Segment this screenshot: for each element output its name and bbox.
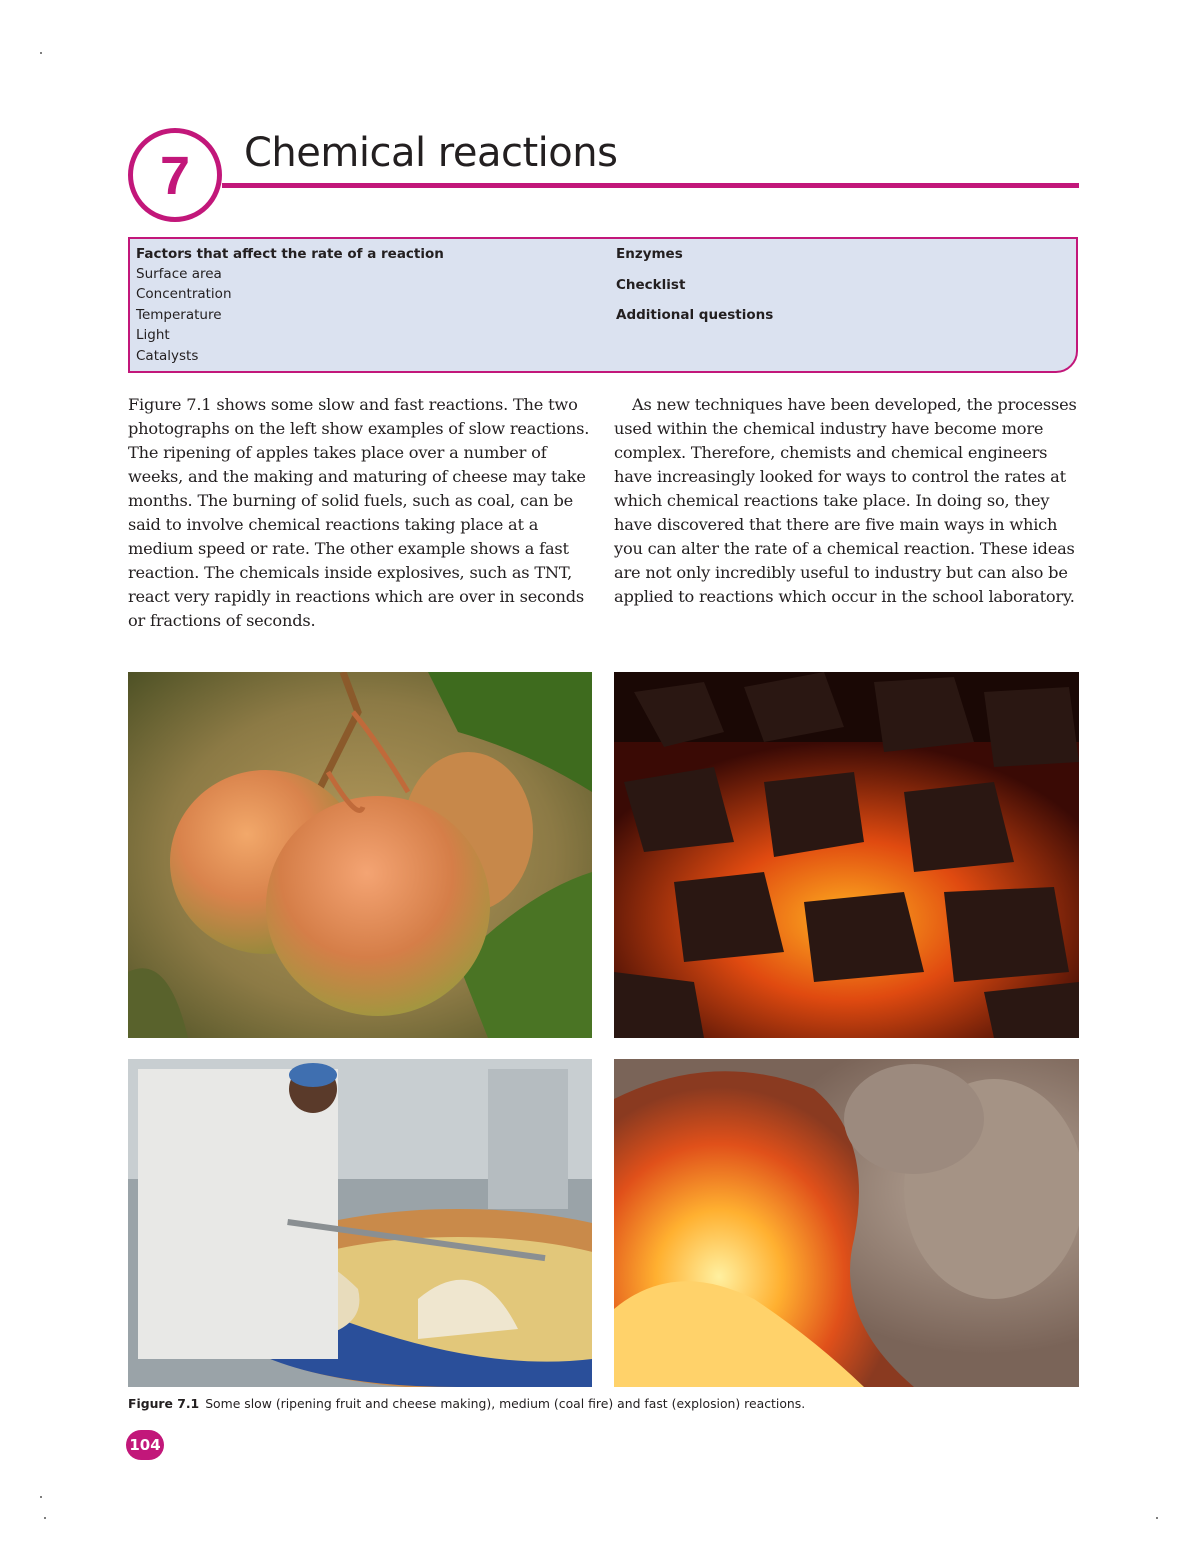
explosion-photo — [614, 1059, 1079, 1387]
chapter-title: Chemical reactions — [244, 130, 618, 176]
contents-item[interactable]: Catalysts — [136, 347, 199, 364]
crop-mark-dot — [40, 52, 42, 54]
chapter-title-rule — [222, 183, 1079, 188]
crop-mark-dot — [44, 1517, 46, 1519]
contents-heading[interactable]: Checklist — [616, 276, 686, 293]
chapter-number-badge — [128, 128, 222, 222]
contents-item[interactable]: Light — [136, 327, 170, 344]
coal-fire-photo — [614, 672, 1079, 1038]
body-paragraph-left: Figure 7.1 shows some slow and fast reactions. The two photographs on the left show examples of slow reactions. The ripening of apples takes place over a number of weeks, and the making and maturing of cheese may take months. The burning of solid fuels, such as coal, can be said to involve chemical reactions taking place at a medium speed or rate. The other example shows a fast reaction. The chemicals inside explosives, such as TNT, react very rapidly in reactions which are over in seconds or fractions of seconds. — [128, 395, 590, 630]
figure-caption — [128, 1396, 805, 1411]
crop-mark-dot — [40, 1496, 42, 1498]
contents-item[interactable]: Surface area — [136, 266, 222, 282]
contents-heading[interactable]: Enzymes — [616, 246, 683, 262]
contents-item[interactable]: Temperature — [136, 306, 222, 323]
apples-photo — [128, 672, 592, 1038]
contents-left-column — [136, 244, 444, 366]
chapter-contents-box — [128, 237, 1078, 373]
contents-right-column — [616, 244, 773, 336]
contents-item[interactable]: Concentration — [136, 286, 232, 303]
cheese-making-photo — [128, 1059, 592, 1387]
body-paragraph-right: As new techniques have been developed, the processes used within the chemical industry have become more complex. Therefore, chemists and chemical engineers have increasingly looked for ways to control the rates at which chemical reactions take place. In doing so, they have discovered that there are five main ways in which you can alter the rate of a chemical reaction. These ideas are not only incredibly useful to industry but can also be applied to reactions which occur in the school laboratory. — [614, 395, 1077, 606]
crop-mark-dot — [1156, 1517, 1158, 1519]
contents-heading[interactable]: Additional questions — [616, 307, 774, 324]
contents-heading[interactable]: Factors that affect the rate of a reaction — [136, 246, 444, 262]
chapter-number: 7 — [159, 146, 191, 206]
figure-label: Figure 7.1 — [128, 1396, 200, 1411]
figure-caption-text: Some slow (ripening fruit and cheese making), medium (coal fire) and fast (explosion) reactions. — [205, 1396, 806, 1411]
page-number: 104 — [126, 1430, 164, 1460]
